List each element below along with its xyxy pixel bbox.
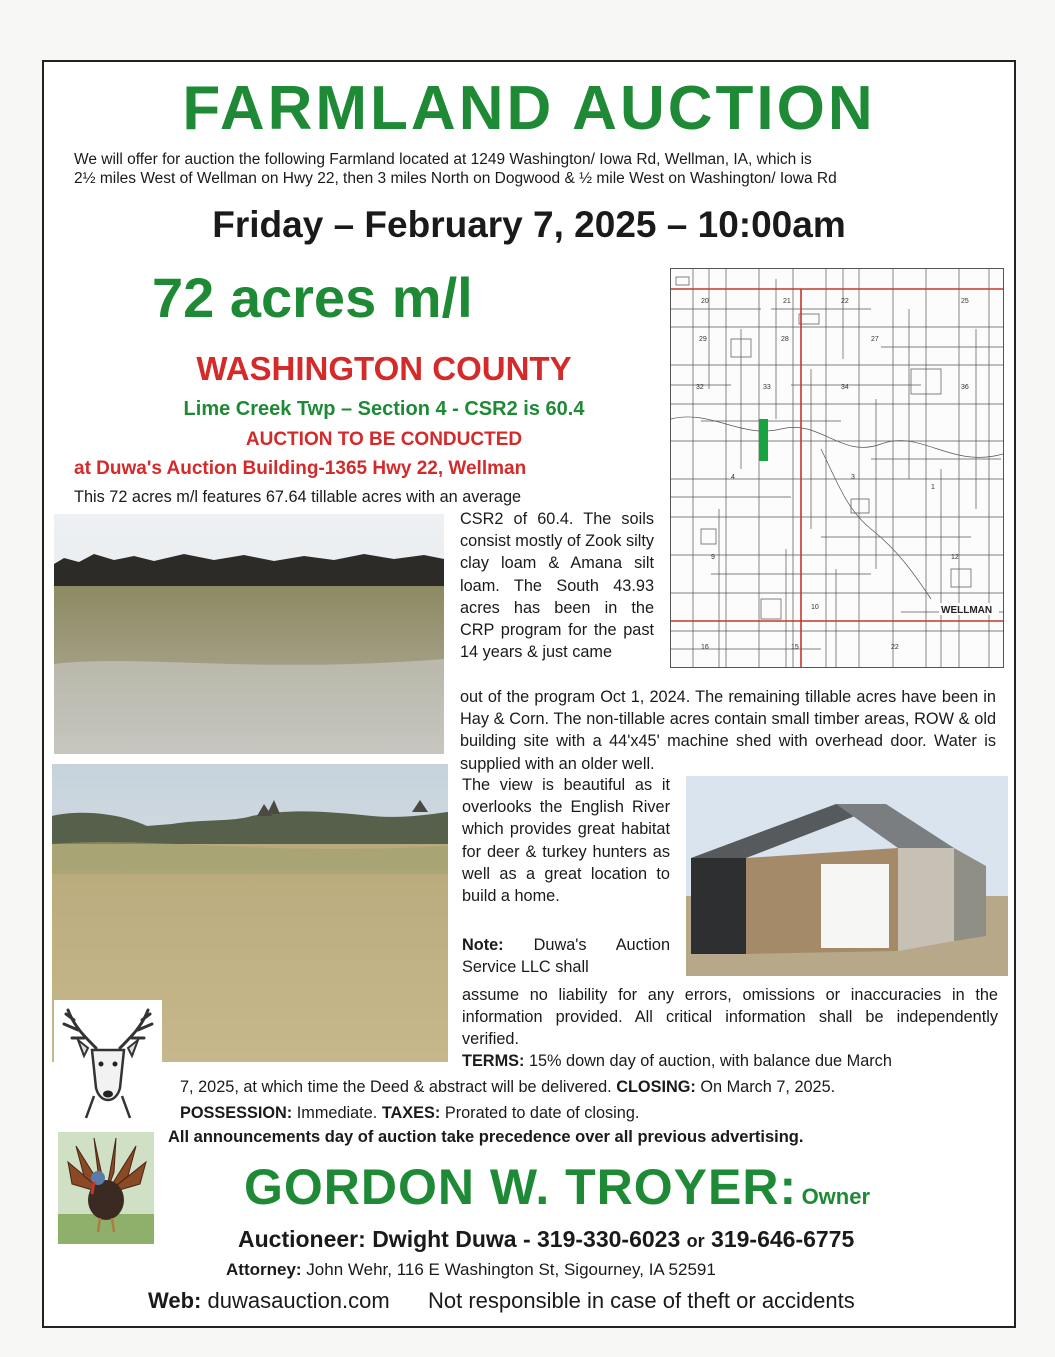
map-town-label: WELLMAN <box>941 605 993 616</box>
auction-date: Friday – February 7, 2025 – 10:00am <box>212 204 846 245</box>
taxes-text: Prorated to date of closing. <box>444 1104 640 1122</box>
svg-text:16: 16 <box>701 644 709 651</box>
closing-text: On March 7, 2025. <box>700 1078 836 1096</box>
svg-text:21: 21 <box>783 298 791 305</box>
announcements-line: All announcements day of auction take precedence over all previous advertising. <box>168 1128 804 1146</box>
photo-machine-shed <box>686 776 1008 976</box>
terms-line-3 <box>180 1102 1000 1124</box>
svg-text:20: 20 <box>701 298 709 305</box>
terms-text-2: 7, 2025, at which time the Deed & abstract will be delivered. <box>180 1078 612 1096</box>
svg-text:15: 15 <box>791 644 799 651</box>
svg-text:9: 9 <box>711 554 715 561</box>
auctioneer-or: or <box>686 1231 705 1251</box>
deer-icon <box>54 1000 162 1122</box>
possession-label: POSSESSION: <box>180 1104 293 1122</box>
web-url[interactable]: duwasauction.com <box>207 1288 390 1313</box>
note-continuation: assume no liability for any errors, omissions or inaccuracies in the information provided. All critical information shall be independently verified. <box>462 986 998 1049</box>
terms-line-2 <box>180 1076 1000 1098</box>
description-column-2: The view is beautiful as it overlooks the English River which provides great habitat for deer & turkey hunters as well as a great location to build a home. <box>462 776 670 906</box>
township-line: Lime Creek Twp – Section 4 - CSR2 is 60.4 <box>183 398 585 420</box>
svg-text:1: 1 <box>931 484 935 491</box>
owner-role: Owner <box>801 1184 871 1209</box>
svg-text:22: 22 <box>841 298 849 305</box>
attorney-text: John Wehr, 116 E Washington St, Sigourney, IA 52591 <box>306 1260 716 1279</box>
note-paragraph <box>462 934 670 978</box>
svg-text:33: 33 <box>763 384 771 391</box>
svg-text:3: 3 <box>851 474 855 481</box>
auction-location: at Duwa's Auction Building-1365 Hwy 22, Wellman <box>74 458 527 479</box>
svg-text:29: 29 <box>699 336 707 343</box>
description-lead: This 72 acres m/l features 67.64 tillable acres with an average <box>74 488 522 506</box>
web-line <box>148 1288 1008 1314</box>
plat-map-drawing <box>671 269 1003 667</box>
svg-text:27: 27 <box>871 336 879 343</box>
closing-label: CLOSING: <box>616 1078 696 1096</box>
turkey-icon <box>58 1132 154 1244</box>
intro-line-2: 2½ miles West of Wellman on Hwy 22, then 3 miles North on Dogwood & ½ mile West on Washington/ Iowa Rd <box>74 170 837 187</box>
description-column-1: CSR2 of 60.4. The soils consist mostly of Zook silty clay loam & Amana silt loam. The South 43.93 acres has been in the CRP program for the past 14 years & just came <box>460 510 654 662</box>
auctioneer-label: Auctioneer: <box>238 1226 366 1252</box>
svg-text:4: 4 <box>731 474 735 481</box>
flyer <box>42 60 1016 1328</box>
disclaimer: Not responsible in case of theft or accidents <box>427 1288 855 1313</box>
note-label: Note: <box>462 936 504 954</box>
terms-text-1: 15% down day of auction, with balance due March <box>528 1052 892 1070</box>
photo-winter-field <box>54 514 444 754</box>
conducted-line: AUCTION TO BE CONDUCTED <box>245 429 523 450</box>
terms-line-1 <box>462 1050 998 1072</box>
web-label: Web: <box>148 1288 202 1313</box>
possession-text: Immediate. <box>296 1104 378 1122</box>
plat-map <box>670 268 1004 668</box>
note-text: Duwa's Auction Service LLC shall <box>462 936 670 977</box>
auctioneer-line <box>238 1226 1008 1253</box>
flyer-title: FARMLAND AUCTION <box>182 74 876 143</box>
auctioneer-phone-2: 319-646-6775 <box>711 1226 855 1252</box>
attorney-line <box>226 1260 986 1280</box>
svg-text:34: 34 <box>841 384 849 391</box>
attorney-label: Attorney: <box>226 1260 302 1279</box>
description-full-1: out of the program Oct 1, 2024. The remaining tillable acres have been in Hay & Corn. The non-tillable acres contain small timber areas, ROW & old building site with a 44'x45' machine shed with overhead door. Water is supplied with an older well. <box>460 688 996 773</box>
auctioneer-name: Dwight Duwa - 319-330-6023 <box>372 1226 681 1252</box>
svg-text:10: 10 <box>811 604 819 611</box>
owner-line <box>244 1158 984 1216</box>
intro-line-1: We will offer for auction the following Farmland located at 1249 Washington/ Iowa Rd, Wellman, IA, which is <box>74 151 812 168</box>
svg-text:25: 25 <box>961 298 969 305</box>
svg-text:12: 12 <box>951 554 959 561</box>
terms-label: TERMS: <box>462 1052 525 1070</box>
svg-text:22: 22 <box>891 644 899 651</box>
county-heading: WASHINGTON COUNTY <box>196 350 572 387</box>
svg-text:36: 36 <box>961 384 969 391</box>
taxes-label: TAXES: <box>381 1104 441 1122</box>
svg-text:32: 32 <box>696 384 704 391</box>
intro-text <box>74 150 1004 188</box>
acreage: 72 acres m/l <box>152 266 473 329</box>
owner-name: GORDON W. TROYER: <box>244 1159 798 1215</box>
svg-text:28: 28 <box>781 336 789 343</box>
